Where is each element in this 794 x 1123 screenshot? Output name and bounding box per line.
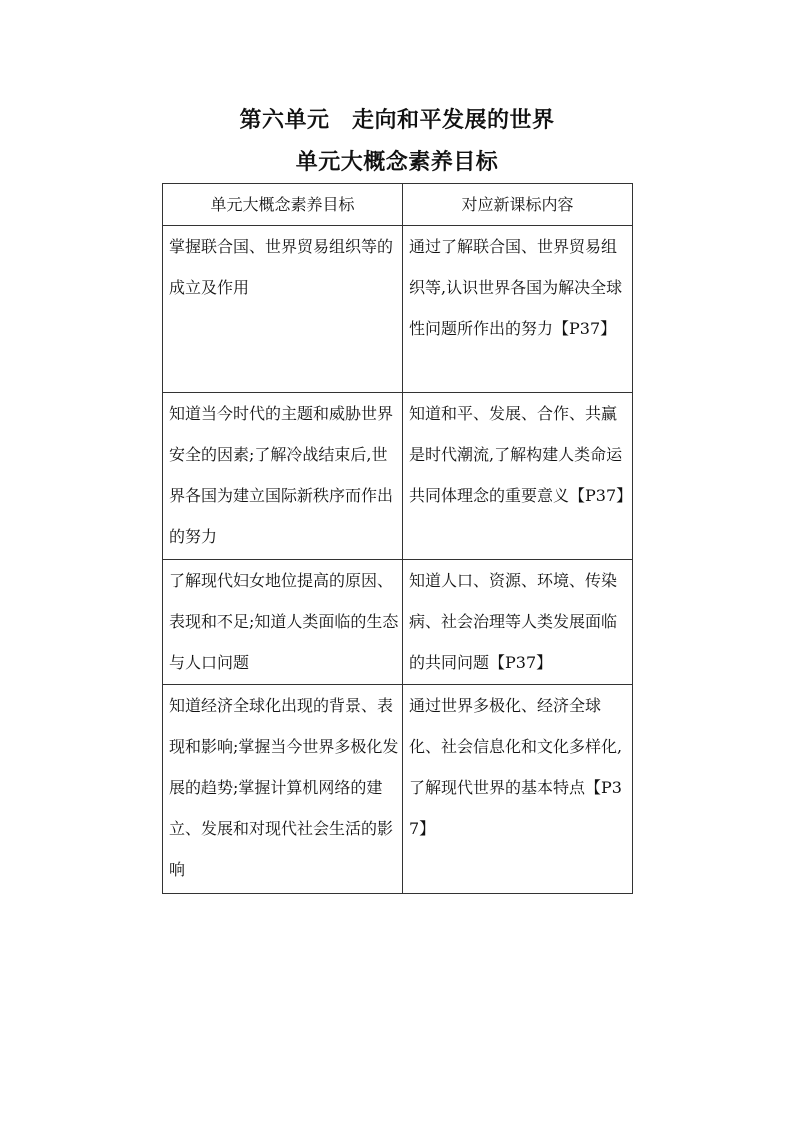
goal-cell: 了解现代妇女地位提高的原因、表现和不足;知道人类面临的生态与人口问题 [163,560,403,685]
page-subtitle: 单元大概念素养目标 [295,150,499,175]
goal-cell: 知道当今时代的主题和威胁世界安全的因素;了解冷战结束后,世界各国为建立国际新秩序而作出的努力 [163,393,403,560]
goals-table [162,183,633,894]
standard-cell: 通过了解联合国、世界贸易组织等,认识世界各国为解决全球性问题所作出的努力【P37】 [403,226,633,393]
goal-cell: 知道经济全球化出现的背景、表现和影响;掌握当今世界多极化发展的趋势;掌握计算机网络的建立、发展和对现代社会生活的影响 [163,685,403,894]
table-row [163,560,633,685]
goal-cell: 掌握联合国、世界贸易组织等的成立及作用 [163,226,403,393]
unit-title: 第六单元 走向和平发展的世界 [239,108,555,133]
table-header-row [163,184,633,226]
column-header-standards: 对应新课标内容 [403,184,633,226]
standard-cell: 知道人口、资源、环境、传染病、社会治理等人类发展面临的共同问题【P37】 [403,560,633,685]
column-header-goals: 单元大概念素养目标 [163,184,403,226]
standard-cell: 通过世界多极化、经济全球化、社会信息化和文化多样化,了解现代世界的基本特点【P37】 [403,685,633,894]
table-row [163,393,633,560]
table-row [163,685,633,894]
table-row [163,226,633,393]
standard-cell: 知道和平、发展、合作、共赢是时代潮流,了解构建人类命运共同体理念的重要意义【P37】 [403,393,633,560]
